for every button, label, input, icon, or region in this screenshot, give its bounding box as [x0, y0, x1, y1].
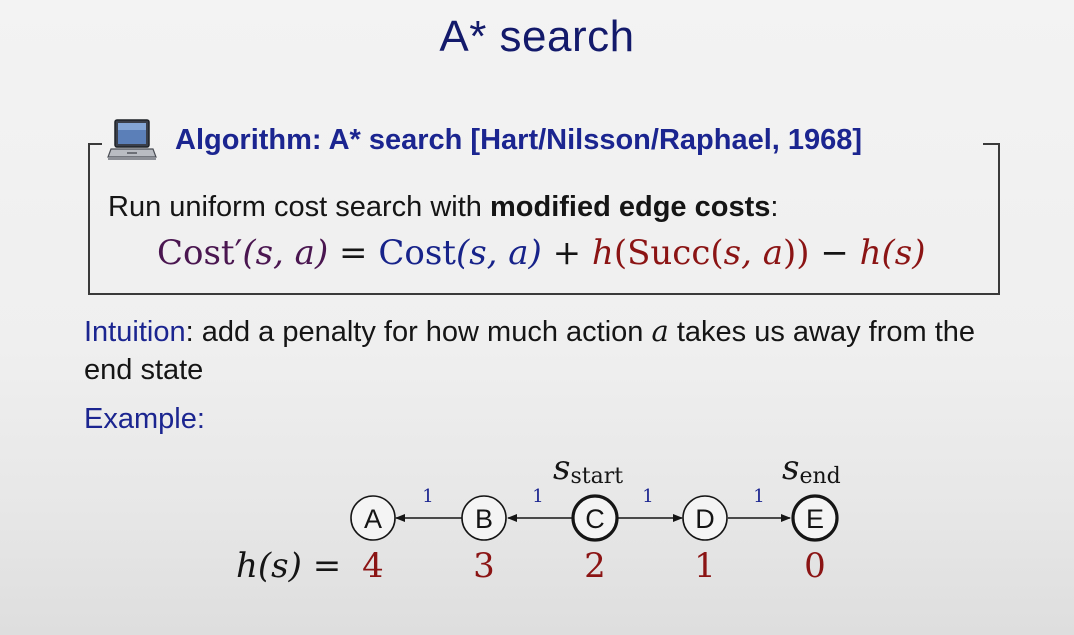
example-label: Example:: [84, 403, 205, 435]
start-state-label: [553, 448, 623, 489]
line1-prefix: Run uniform cost search with: [108, 191, 490, 223]
formula-rhs-cost: Cost: [378, 233, 456, 273]
formula-h: h: [591, 233, 614, 273]
line1-suffix: :: [770, 191, 779, 223]
edge-cost-b-a: 1: [422, 486, 434, 507]
heuristic-value-e: 0: [804, 546, 826, 586]
node-b: [462, 496, 506, 540]
edge-cost-c-b: 1: [532, 486, 544, 507]
node-b-label: B: [474, 504, 494, 534]
node-a-label: A: [363, 504, 383, 534]
start-state-sub: start: [570, 464, 624, 489]
heuristic-value-b: 3: [473, 546, 495, 586]
slide-title: A* search: [439, 12, 635, 61]
formula-succ-args: s, a: [723, 233, 783, 273]
end-state-sub: end: [799, 464, 841, 489]
heuristic-value-c: 2: [584, 546, 606, 586]
formula-h2-args: (s): [881, 233, 926, 273]
intuition-var: a: [651, 314, 669, 348]
heuristic-eq: =: [301, 546, 342, 586]
node-a: [351, 496, 395, 540]
start-state-base: s: [553, 448, 571, 488]
formula-rhs-args: (s, a): [455, 233, 542, 273]
end-state-base: s: [782, 448, 800, 488]
formula-h2: h: [859, 233, 882, 273]
edge-cost-c-d: 1: [642, 486, 654, 507]
end-state-label: [782, 448, 841, 489]
heuristic-label: [236, 546, 341, 586]
edge-cost-d-e: 1: [753, 486, 765, 507]
heuristic-func: h: [236, 546, 258, 586]
node-c-start: [573, 496, 617, 540]
node-e-end: [793, 496, 837, 540]
line1-bold: modified edge costs: [489, 191, 771, 223]
algorithm-header: Algorithm: A* search [Hart/Nilsson/Raphael, 1968]: [175, 124, 863, 156]
intuition-text-before: : add a penalty for how much action: [185, 316, 652, 348]
formula-equals: =: [328, 233, 379, 273]
heuristic-value-a: 4: [362, 546, 384, 586]
formula-succ-open: (Succ(: [613, 233, 724, 273]
heuristic-value-d: 1: [694, 546, 716, 586]
heuristic-arg: (s): [257, 546, 302, 586]
node-e-label: E: [805, 504, 825, 534]
formula-lhs-cost: Cost: [157, 233, 235, 273]
formula-plus: +: [541, 233, 592, 273]
formula-minus: −: [809, 233, 860, 273]
formula-succ-close: )): [782, 233, 810, 273]
intuition-text-after: takes us away from the end state: [84, 316, 976, 386]
formula-lhs-args: (s, a): [242, 233, 329, 273]
node-c-label: C: [585, 504, 605, 534]
intuition-label: Intuition: [84, 316, 186, 348]
formula-lhs-prime: ′: [234, 233, 243, 273]
node-d-label: D: [695, 504, 715, 534]
node-d: [683, 496, 727, 540]
